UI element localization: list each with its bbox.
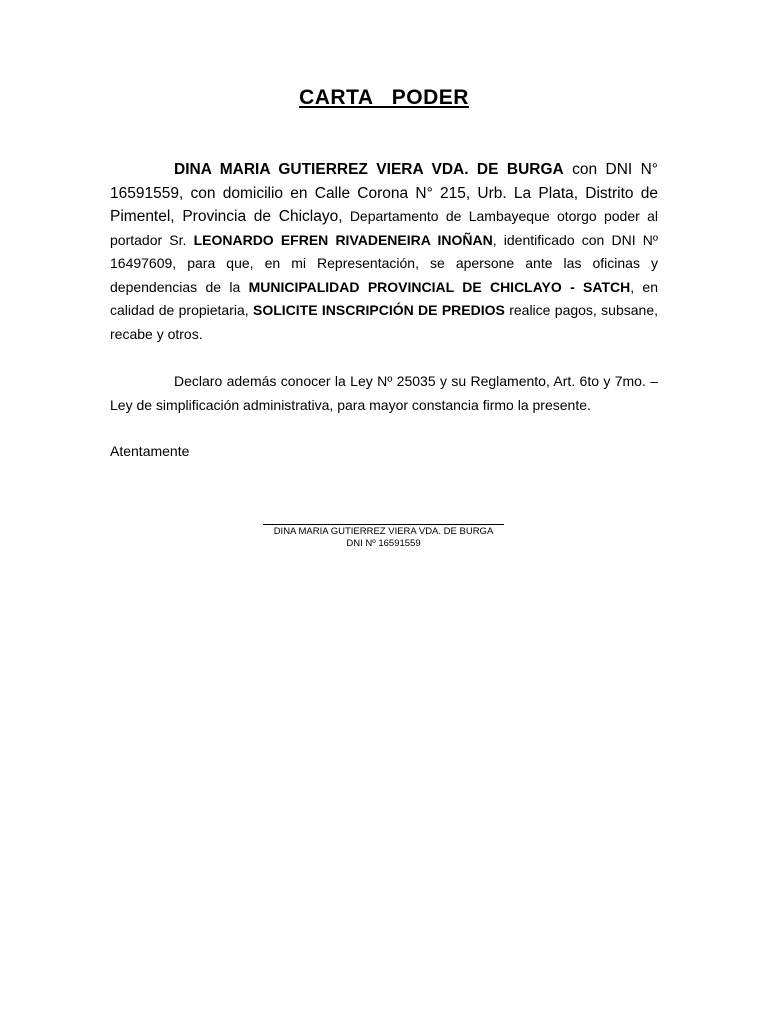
paragraph-power-of-attorney: [110, 158, 658, 346]
paragraph-text-1: con DNI N° 16591559, con domicilio en Calle Corona N° 215, Urb. La Plata, Distrito de Pimentel, Provincia de Chiclayo,: [110, 161, 659, 225]
paragraph-text-2: Departamento de Lambayeque otorgo poder al portador Sr.: [110, 208, 658, 248]
declaration-text: Declaro además conocer la Ley Nº 25035 y su Reglamento, Art. 6to y 7mo. – Ley de simplificación administrativa, para mayor constancia firmo la presente.: [110, 373, 658, 413]
paragraph-declaration: [110, 370, 658, 417]
grantor-name: DINA MARIA GUTIERREZ VIERA VDA. DE BURGA: [174, 161, 564, 178]
signature-line: [263, 524, 504, 525]
paragraph-text-4: , en calidad de propietaria,: [110, 278, 658, 318]
closing-text: Atentamente: [110, 443, 190, 459]
institution-name: MUNICIPALIDAD PROVINCIAL DE CHICLAYO - SATCH: [248, 278, 631, 295]
request-text: SOLICITE INSCRIPCIÓN DE PREDIOS: [253, 302, 505, 318]
proxy-name: LEONARDO EFREN RIVADENEIRA INOÑAN: [193, 231, 493, 248]
document-title: CARTA PODER: [299, 86, 469, 109]
signature-name: DINA MARIA GUTIERREZ VIERA VDA. DE BURGA: [273, 526, 494, 537]
paragraph-text-5: realice pagos, subsane, recabe y otros.: [110, 302, 658, 342]
signature-block: [263, 524, 504, 549]
paragraph-text-3: , identificado con DNI Nº 16497609, para que, en mi Representación, se apersone ante las oficinas y dependencias de la: [110, 231, 658, 295]
signature-dni: DNI Nº 16591559: [346, 537, 421, 549]
